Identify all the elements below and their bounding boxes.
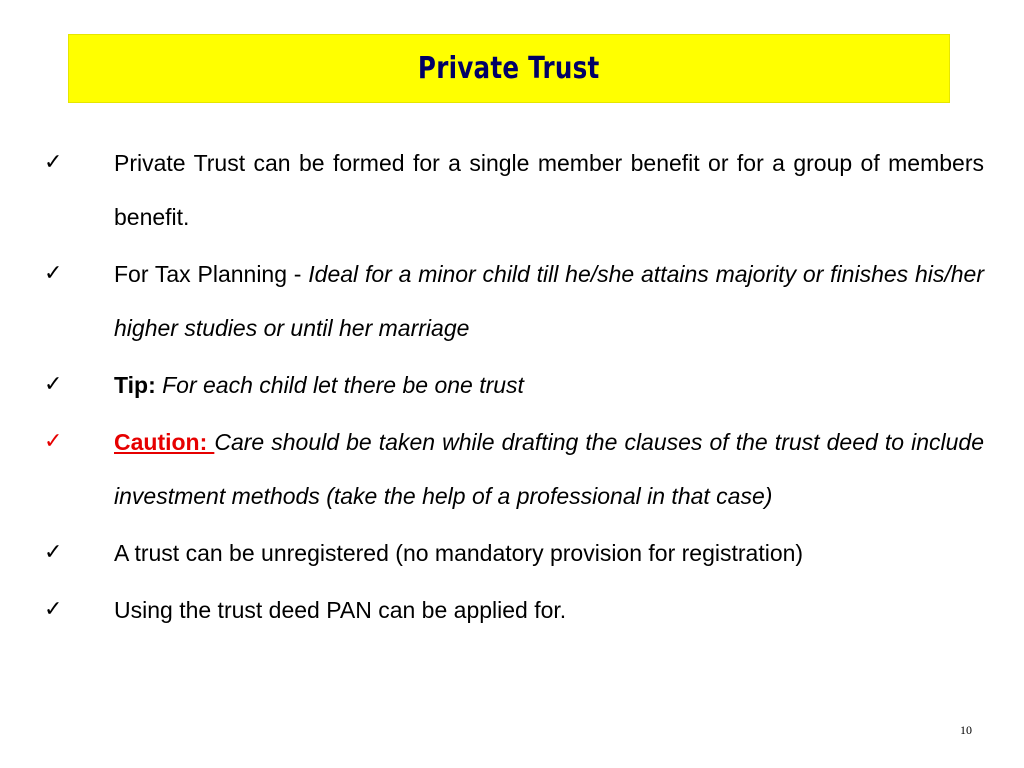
bullet-text	[114, 583, 984, 637]
bullet-italic: For each child let there be one trust	[162, 372, 524, 398]
tip-label: Tip:	[114, 372, 156, 398]
bullet-body: Using the trust deed PAN can be applied for.	[114, 597, 567, 623]
bullet-text	[114, 358, 984, 412]
checkmark-icon: ✓	[44, 597, 63, 622]
bullet-body: A trust can be unregistered (no mandatory provision for registration)	[114, 540, 804, 566]
bullet-italic: Ideal for a minor child till he/she attains majority or finishes his/her higher studies or until her marriage	[114, 261, 984, 341]
bullet-lead: For Tax Planning -	[114, 261, 309, 287]
slide-title: Private Trust	[418, 51, 600, 86]
bullet-item-single-member	[44, 136, 984, 244]
checkmark-icon: ✓	[44, 261, 63, 286]
checkmark-icon: ✓	[44, 540, 63, 565]
bullet-item-unregistered	[44, 526, 984, 580]
bullet-text	[114, 415, 984, 523]
checkmark-icon: ✓	[44, 150, 63, 175]
checkmark-icon: ✓	[44, 372, 63, 397]
bullet-text	[114, 136, 984, 244]
bullet-body: Private Trust can be formed for a single member benefit or for a group of members benefit.	[114, 150, 984, 230]
caution-label: Caution:	[114, 429, 215, 455]
bullet-list	[44, 136, 984, 637]
bullet-item-pan	[44, 583, 984, 637]
bullet-item-tax-planning	[44, 247, 984, 355]
bullet-item-tip	[44, 358, 984, 412]
bullet-item-caution	[44, 415, 984, 523]
checkmark-icon: ✓	[44, 429, 63, 454]
page-number: 10	[960, 723, 972, 737]
bullet-text	[114, 526, 984, 580]
title-bar	[68, 34, 950, 103]
bullet-italic: Care should be taken while drafting the clauses of the trust deed to include investment methods (take the help of a professional in that case)	[114, 429, 984, 509]
bullet-text	[114, 247, 984, 355]
